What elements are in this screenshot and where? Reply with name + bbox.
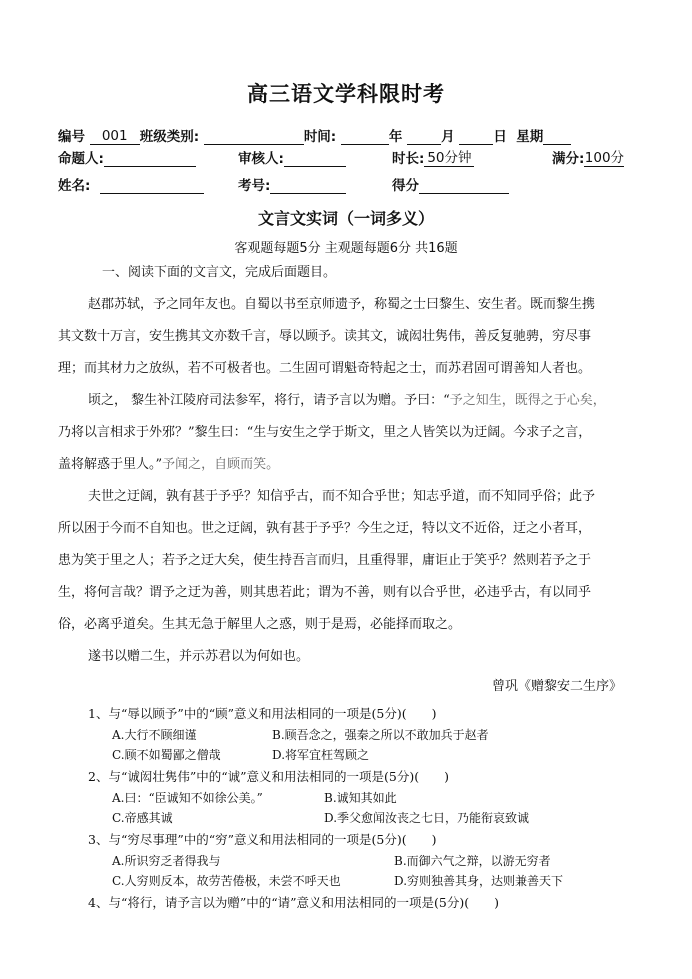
passage-text: 盖将解惑于里人。” bbox=[58, 457, 163, 472]
meta-row-serial bbox=[58, 125, 571, 145]
option-d[interactable]: D.将军宜枉驾顾之 bbox=[272, 748, 370, 762]
question-stem: 2、与“诚闳壮隽伟”中的“诚”意义和用法相同的一项是(5分)( ) bbox=[88, 769, 449, 784]
day-blank[interactable] bbox=[459, 129, 493, 145]
passage-text: 顷之， 黎生补江陵府司法参军，将行，请予言以为赠。予曰：“ bbox=[88, 393, 450, 408]
exam-no-label: 考号: bbox=[238, 178, 271, 194]
serial-value: 001 bbox=[90, 129, 140, 145]
passage-line: 理；而其材力之放纵，若不可极者也。二生固可谓魁奇特起之士，而苏君固可谓善知人者也。 bbox=[58, 361, 592, 376]
class-type-blank[interactable] bbox=[204, 129, 304, 145]
reviewer-blank[interactable] bbox=[284, 151, 346, 167]
option-a[interactable]: A.所识穷乏者得我与 bbox=[112, 854, 221, 868]
year-label: 年 bbox=[388, 129, 403, 145]
serial-label: 编号 bbox=[58, 129, 85, 145]
year-blank[interactable] bbox=[341, 129, 389, 145]
passage-line: 生，将何言哉？谓予之迂为善，则其患若此；谓为不善，则有以合乎世，必违乎古，有以同乎 bbox=[58, 585, 592, 600]
exam-no-blank[interactable] bbox=[270, 178, 346, 194]
name-blank[interactable] bbox=[100, 178, 204, 194]
class-type-label: 班级类别: bbox=[139, 129, 200, 145]
passage-line: 其文数十万言，安生携其文亦数千言，辱以顾予。读其文，诚闳壮隽伟，善反复驰骋，穷尽事 bbox=[58, 329, 592, 344]
meta-row-exam-no bbox=[238, 174, 346, 194]
meta-row-full-score bbox=[552, 147, 624, 167]
score-label: 得分 bbox=[392, 178, 419, 194]
option-d[interactable]: D.季父愈闻汝丧之七日，乃能衔哀致诚 bbox=[324, 811, 530, 825]
passage-line: 所以困于今而不自知也。世之迂阔，孰有甚于予乎？今生之迂，特以文不近俗，迂之小者耳， bbox=[58, 521, 592, 536]
full-score-label: 满分: bbox=[552, 151, 585, 167]
section-heading: 一、阅读下面的文言文，完成后面题目。 bbox=[102, 265, 337, 280]
weekday-label: 星期 bbox=[516, 129, 544, 145]
meta-row-duration bbox=[392, 147, 474, 167]
option-c[interactable]: C.帝感其诚 bbox=[112, 811, 173, 825]
score-blank[interactable] bbox=[419, 178, 509, 194]
option-a[interactable]: A.曰：“臣诚知不如徐公美。” bbox=[112, 791, 263, 805]
passage-line: 俗，必离乎道矣。生其无急于解里人之惑，则于是焉，必能择而取之。 bbox=[58, 617, 462, 632]
question-stem: 4、与“将行，请予言以为赠”中的“请”意义和用法相同的一项是(5分)( ) bbox=[88, 895, 499, 910]
question-stem: 1、与“辱以顾予”中的“顾”意义和用法相同的一项是(5分)( ) bbox=[88, 706, 437, 721]
passage-line: 患为笑于里之人；若予之迂大矣，使生持吾言而归，且重得罪，庸讵止于笑乎？然则若予之于 bbox=[58, 553, 592, 568]
setter-label: 命题人: bbox=[58, 151, 104, 167]
passage-line: 夫世之迂阔，孰有甚于予乎？知信乎古，而不知合乎世；知志乎道，而不知同乎俗；此予 bbox=[88, 489, 596, 504]
option-a[interactable]: A.大行不顾细谨 bbox=[112, 728, 197, 742]
weekday-blank[interactable] bbox=[543, 129, 571, 145]
duration-value: 50分钟 bbox=[424, 151, 474, 167]
duration-label: 时长: bbox=[392, 151, 425, 167]
option-b[interactable]: B.诚知其如此 bbox=[324, 791, 397, 805]
name-label: 姓名: bbox=[58, 178, 91, 194]
month-blank[interactable] bbox=[407, 129, 441, 145]
reviewer-label: 审核人: bbox=[238, 151, 284, 167]
score-line: 客观题每题5分 主观题每题6分 共16题 bbox=[234, 241, 458, 256]
passage-source: 曾巩《赠黎安二生序》 bbox=[492, 679, 623, 694]
passage-quote: 予闻之，自顾而笑。 bbox=[162, 457, 280, 472]
setter-blank[interactable] bbox=[104, 151, 196, 167]
meta-row-score bbox=[392, 174, 509, 194]
meta-row-name bbox=[58, 174, 204, 194]
passage-quote: 予之知生，既得之于心矣， bbox=[449, 393, 606, 408]
question-stem: 3、与“穷尽事理”中的“穷”意义和用法相同的一项是(5分)( ) bbox=[88, 832, 437, 847]
option-c[interactable]: C.顾不如蜀鄙之僧哉 bbox=[112, 748, 221, 762]
meta-row-setter bbox=[58, 147, 196, 167]
full-score-value: 100分 bbox=[584, 150, 625, 166]
month-label: 月 bbox=[441, 129, 455, 145]
passage-line bbox=[88, 393, 606, 409]
page-title: 高三语文学科限时考 bbox=[247, 82, 445, 106]
option-b[interactable]: B.顾吾念之，强秦之所以不敢加兵于赵者 bbox=[272, 728, 489, 742]
passage-line: 乃将以言相求于外邪？”黎生曰：“生与安生之学于斯文，里之人皆笑以为迂阔。今求子之言， bbox=[58, 425, 592, 440]
option-d[interactable]: D.穷则独善其身，达则兼善天下 bbox=[394, 874, 564, 888]
passage-line bbox=[58, 457, 279, 473]
time-label: 时间: bbox=[303, 129, 337, 145]
passage-line: 赵郡苏轼，予之同年友也。自蜀以书至京师遗予，称蜀之士曰黎生、安生者。既而黎生携 bbox=[88, 297, 596, 312]
section-subtitle: 文言文实词（一词多义） bbox=[257, 209, 434, 228]
option-c[interactable]: C.人穷则反本，故劳苦倦极，未尝不呼天也 bbox=[112, 874, 341, 888]
passage-line: 遂书以赠二生，并示苏君以为何如也。 bbox=[88, 649, 310, 664]
day-label: 日 bbox=[493, 129, 507, 145]
option-b[interactable]: B.而御六气之辩，以游无穷者 bbox=[394, 854, 551, 868]
meta-row-reviewer bbox=[238, 147, 346, 167]
